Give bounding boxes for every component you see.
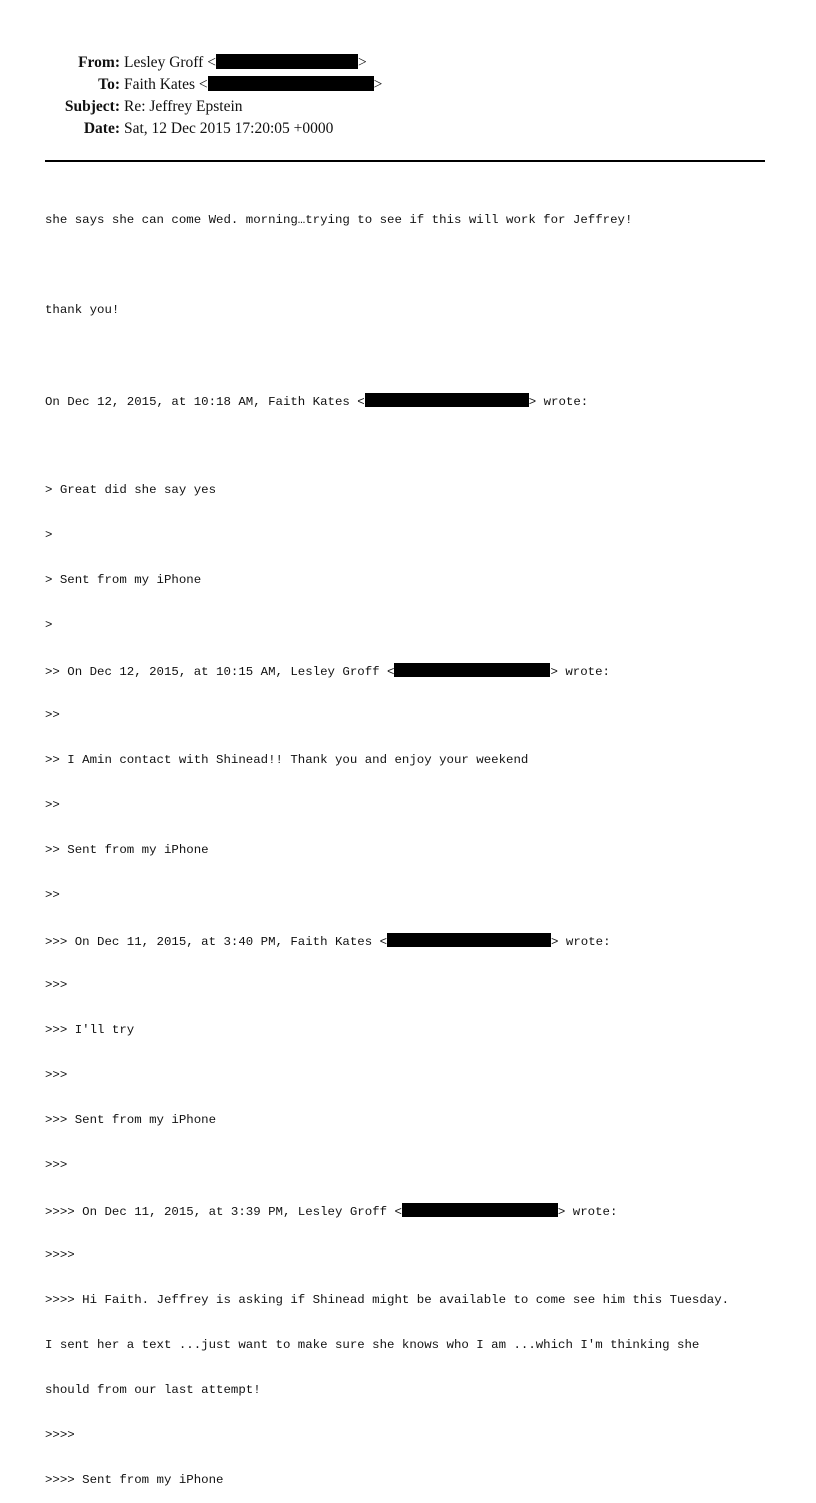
date-label: Date:	[83, 120, 120, 137]
to-value	[124, 74, 382, 96]
quoted-line: >>>>	[45, 1428, 75, 1442]
quoted-line: > Great did she say yes	[45, 483, 217, 497]
quoted-line: >>>> Sent from my iPhone	[45, 1473, 224, 1487]
quoted-line: >	[45, 618, 53, 632]
attribution-end: > wrote:	[551, 935, 611, 949]
from-name: Lesley Groff <	[124, 54, 216, 71]
redaction-bar	[208, 76, 374, 91]
quoted-line: > Sent from my iPhone	[45, 573, 202, 587]
attribution-end: > wrote:	[550, 665, 610, 679]
quoted-attribution	[45, 933, 805, 948]
email-body	[45, 183, 805, 1503]
redaction-bar	[394, 663, 550, 677]
from-row	[0, 52, 816, 74]
quoted-line: >>>	[45, 978, 68, 992]
date-row	[0, 118, 816, 140]
quoted-line: >>>> Hi Faith. Jeffrey is asking if Shinead might be available to come see him this Tuesday.	[45, 1293, 730, 1307]
quoted-line: >>> Sent from my iPhone	[45, 1113, 217, 1127]
attribution-text: On Dec 12, 2015, at 10:18 AM, Faith Kates <	[45, 395, 365, 409]
attribution-text: >>>> On Dec 11, 2015, at 3:39 PM, Lesley Groff <	[45, 1205, 402, 1219]
to-label: To:	[98, 76, 120, 93]
subject-row	[0, 96, 816, 118]
quoted-line: >>>	[45, 1158, 68, 1172]
from-end: >	[357, 54, 367, 71]
quoted-line: >>	[45, 798, 60, 812]
to-end: >	[373, 76, 383, 93]
quoted-line: >>>>	[45, 1248, 75, 1262]
email-header	[0, 52, 816, 140]
redaction-bar	[402, 1203, 558, 1217]
body-line: she says she can come Wed. morning…trying to see if this will work for Jeffrey!	[45, 213, 633, 227]
from-label: From:	[78, 54, 120, 71]
quoted-line: >>	[45, 708, 60, 722]
quoted-line: >>>	[45, 1068, 68, 1082]
quoted-line: I sent her a text ...just want to make sure she knows who I am ...which I'm thinking she	[45, 1338, 700, 1352]
subject-label: Subject:	[64, 98, 120, 115]
redaction-bar	[216, 54, 358, 69]
to-row	[0, 74, 816, 96]
attribution-text: >>> On Dec 11, 2015, at 3:40 PM, Faith Kates <	[45, 935, 388, 949]
from-value	[124, 52, 367, 74]
date-value: Sat, 12 Dec 2015 17:20:05 +0000	[124, 120, 334, 137]
quoted-line: >>> I'll try	[45, 1023, 135, 1037]
to-name: Faith Kates <	[124, 76, 208, 93]
quoted-line: >> Sent from my iPhone	[45, 843, 209, 857]
quoted-line: >	[45, 528, 53, 542]
quoted-line: >>	[45, 888, 60, 902]
redaction-bar	[387, 933, 551, 947]
attribution-end: > wrote:	[557, 1205, 618, 1219]
attribution-text: >> On Dec 12, 2015, at 10:15 AM, Lesley Groff <	[45, 665, 395, 679]
attribution-end: > wrote:	[528, 395, 589, 409]
quoted-line: should from our last attempt!	[45, 1383, 261, 1397]
quoted-attribution	[45, 663, 805, 678]
redaction-bar	[365, 393, 529, 407]
reply-attribution	[45, 393, 805, 408]
quoted-line: >> I Amin contact with Shinead!! Thank you and enjoy your weekend	[45, 753, 529, 767]
header-divider	[45, 160, 765, 162]
subject-value: Re: Jeffrey Epstein	[124, 98, 243, 115]
quoted-attribution	[45, 1203, 805, 1218]
body-line: thank you!	[45, 303, 120, 317]
